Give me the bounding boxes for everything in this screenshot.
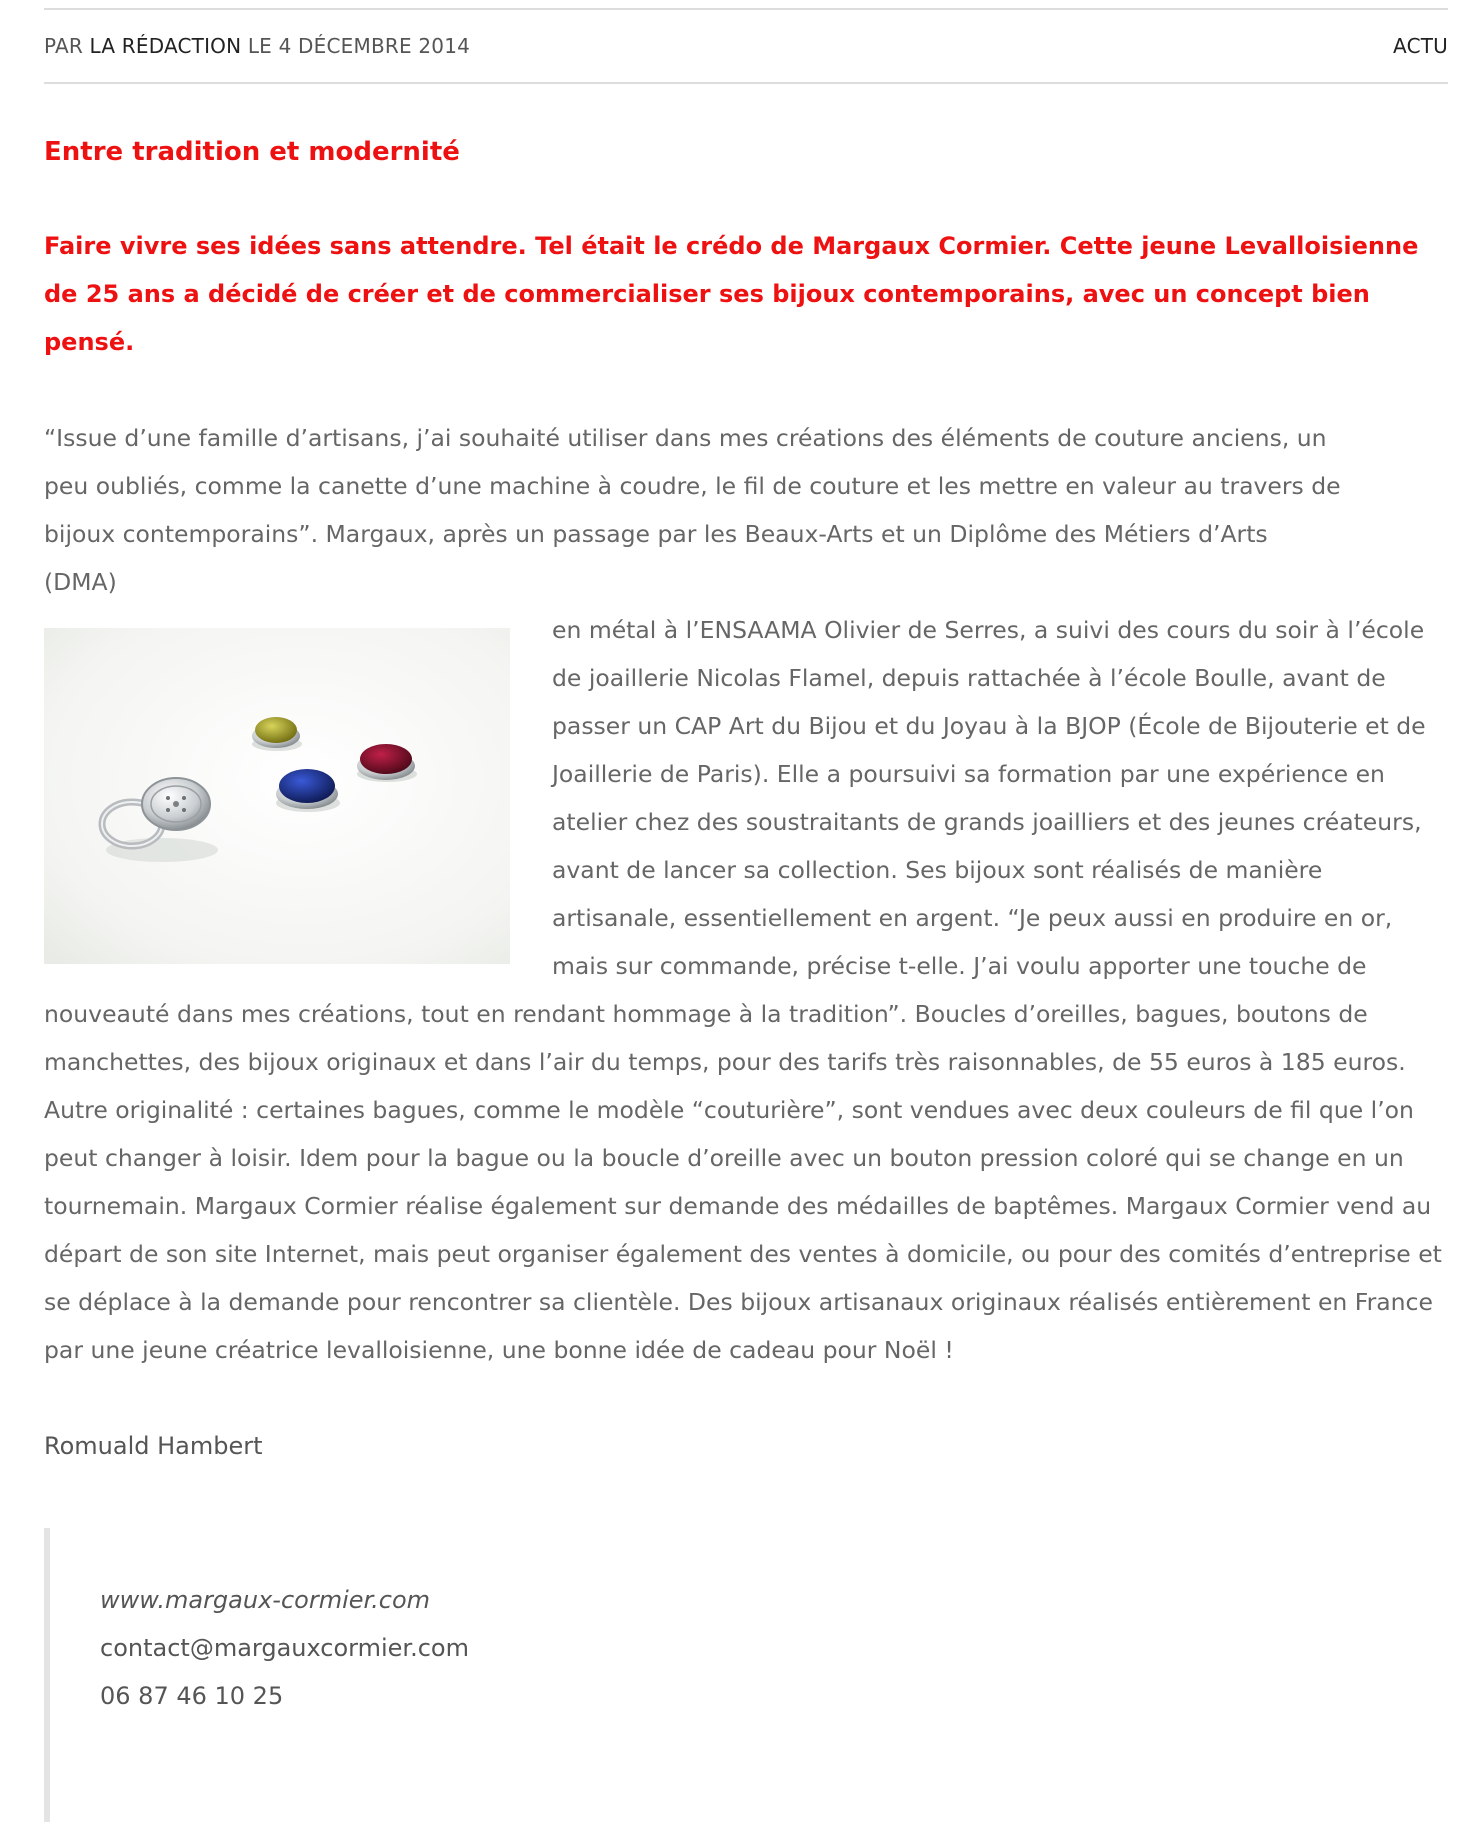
category-link[interactable]: ACTU — [1393, 34, 1448, 58]
paragraph-intro: “Issue d’une famille d’artisans, j’ai souhaité utiliser dans mes créations des éléments de couture anciens, un peu oubliés, comme la canette d’une machine à coudre, le fil de couture et les mettre en valeur au travers de bijoux contemporains”. Margaux, après un passage par les Beaux-Arts et un Diplôme des Métiers d’Arts (DMA) — [44, 423, 1341, 596]
contact-blockquote — [44, 1528, 1448, 1822]
phone-number: 06 87 46 10 25 — [100, 1681, 284, 1710]
author-link[interactable]: LA RÉDACTION — [89, 34, 242, 58]
byline-prefix: PAR — [44, 34, 83, 58]
byline — [44, 34, 470, 58]
article-signature: Romuald Hambert — [44, 1431, 263, 1460]
paragraph-main: en métal à l’ENSAAMA Olivier de Serres, a suivi des cours du soir à l’école de joaillerie Nicolas Flamel, depuis rattachée à l’école Boulle, avant de passer un CAP Art du Bijou et du Joyau à la BJOP (École de Bijouterie et de Joaillerie de Paris). Elle a poursuivi sa formation par une expérience en atelier chez des soustraitants de grands joailliers et des jeunes créateurs, avant de lancer sa collection. Ses bijoux sont réalisés de manière artisanale, essentiellement en argent. “Je peux aussi en produire en or, mais sur commande, précise t-elle. J’ai voulu apporter une touche de nouveauté dans mes créations, tout en rendant hommage à la tradition”. Boucles d’oreilles, bagues, boutons de manchettes, des bijoux originaux et dans l’air du temps, pour des tarifs très raisonnables, de 55 euros à 185 euros. Autre originalité : certaines bagues, comme le modèle “couturière”, sont vendues avec deux couleurs de fil que l’on peut changer à loisir. Idem pour la bague ou la boucle d’oreille avec un bouton pression coloré qui se change en un tournemain. Margaux Cormier réalise également sur demande des médailles de baptêmes. Margaux Cormier vend au départ de son site Internet, mais peut organiser également des ventes à domicile, ou pour des comités d’entreprise et se déplace à la demande pour rencontrer sa clientèle. Des bijoux artisanaux originaux réalisés entièrement en France par une jeune créatrice levalloisienne, une bonne idée de cadeau pour Noël ! — [44, 615, 1442, 1364]
website-link[interactable]: www.margaux-cormier.com — [100, 1585, 431, 1614]
article-meta — [44, 10, 1448, 82]
article-lead: Faire vivre ses idées sans attendre. Tel était le crédo de Margaux Cormier. Cette jeune Levalloisienne de 25 ans a décidé de créer et de commercialiser ses bijoux contemporains, avec un concept bien pensé. — [44, 231, 1419, 356]
email-link[interactable]: contact@margauxcormier.com — [100, 1633, 469, 1662]
jewelry-image — [44, 628, 510, 964]
publish-date: LE 4 DÉCEMBRE 2014 — [247, 34, 471, 58]
jewelry-photo — [44, 628, 510, 964]
article-body — [44, 414, 1448, 1374]
article-headline: Entre tradition et modernité — [44, 137, 460, 167]
article-page — [44, 0, 1448, 1822]
meta-divider — [44, 82, 1448, 84]
